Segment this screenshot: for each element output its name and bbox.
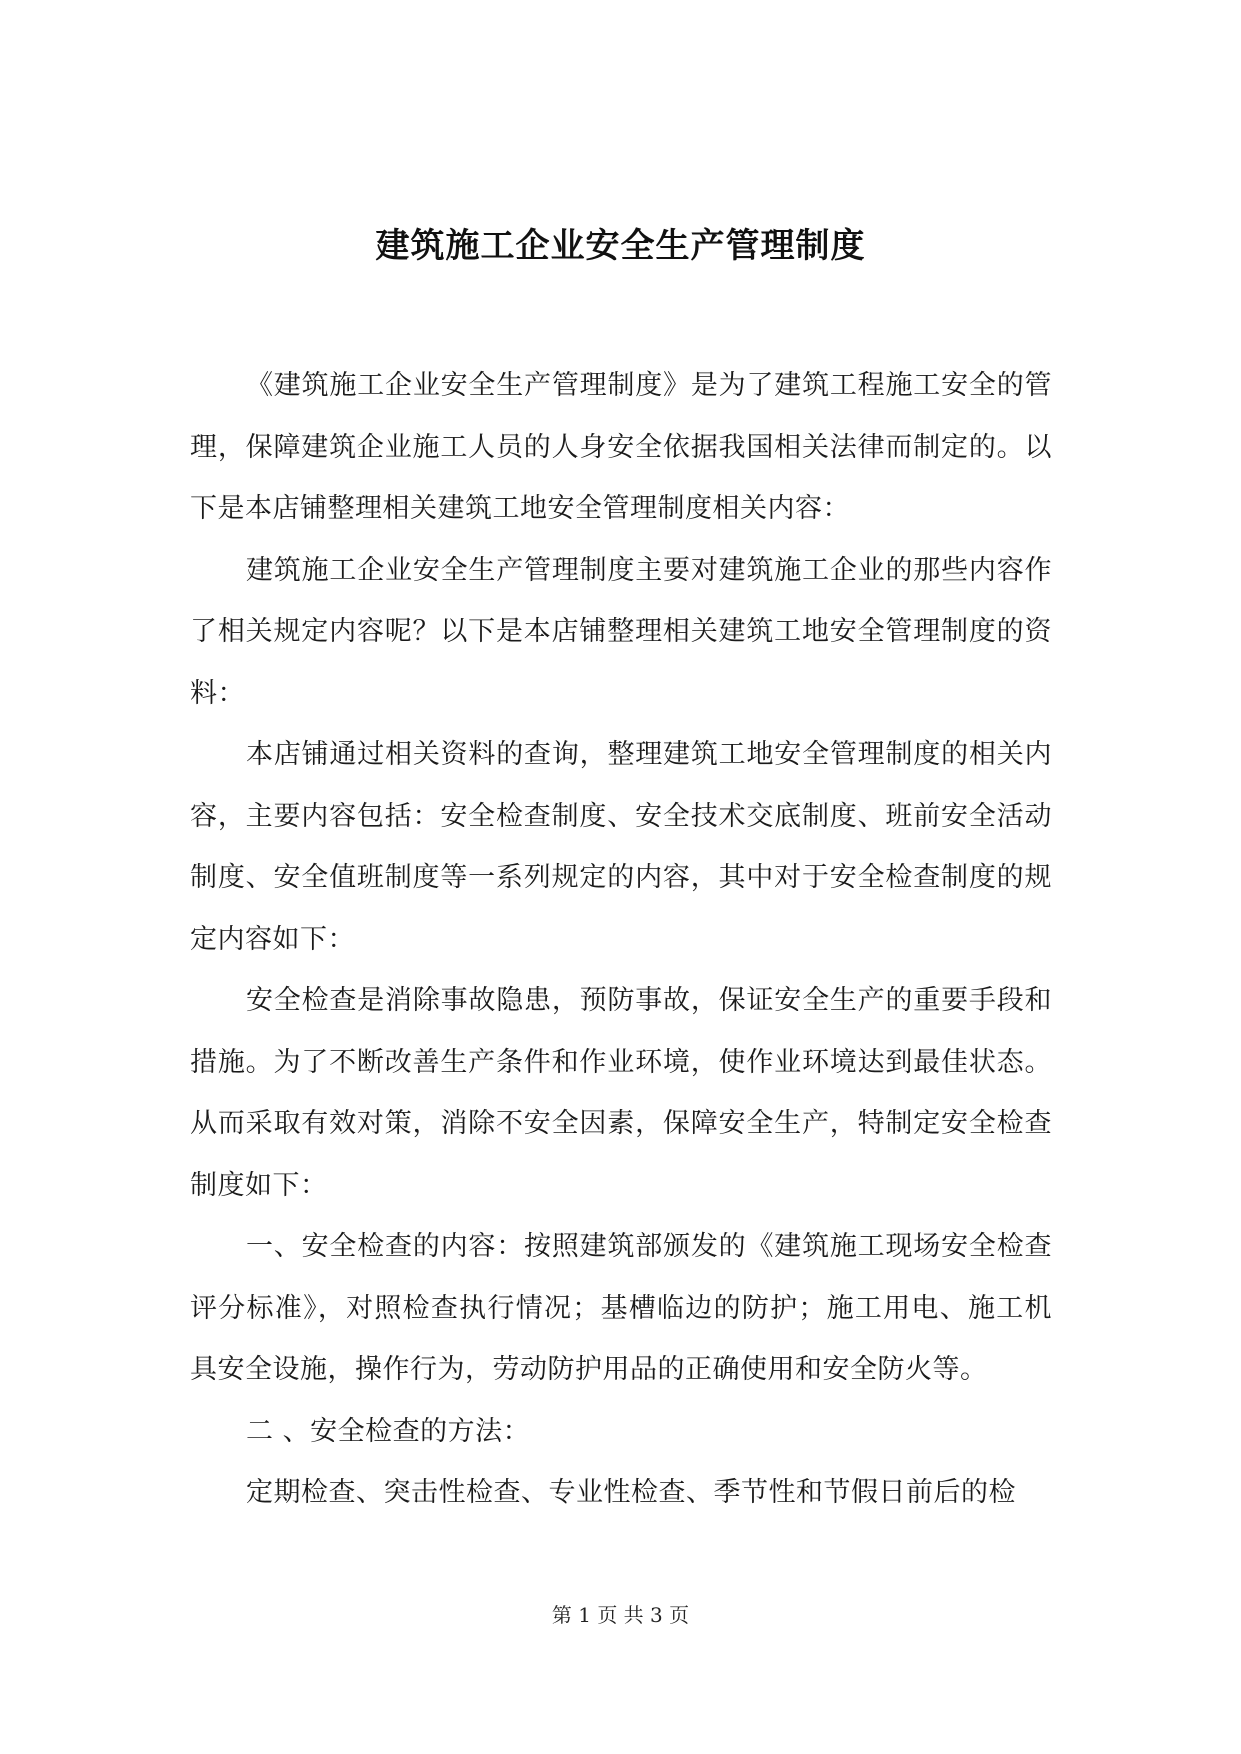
paragraph-inspection-content: 一、安全检查的内容：按照建筑部颁发的《建筑施工现场安全检查评分标准》，对照检查执行情况；基槽临边的防护；施工用电、施工机具安全设施，操作行为，劳动防护用品的正确使用和安全防火等。 (190, 1231, 1052, 1385)
paragraph-question: 建筑施工企业安全生产管理制度主要对建筑施工企业的那些内容作了相关规定内容呢？以下是本店铺整理相关建筑工地安全管理制度的资料： (190, 554, 1052, 709)
document-body (190, 355, 1052, 1524)
paragraph-intro: 《建筑施工企业安全生产管理制度》是为了建筑工程施工安全的管理，保障建筑企业施工人员的人身安全依据我国相关法律而制定的。以下是本店铺整理相关建筑工地安全管理制度相关内容： (190, 370, 1052, 524)
paragraph-overview: 本店铺通过相关资料的查询，整理建筑工地安全管理制度的相关内容，主要内容包括：安全检查制度、安全技术交底制度、班前安全活动制度、安全值班制度等一系列规定的内容，其中对于安全检查制度的规定内容如下： (190, 739, 1052, 955)
paragraph-inspection-purpose: 安全检查是消除事故隐患，预防事故，保证安全生产的重要手段和措施。为了不断改善生产条件和作业环境，使作业环境达到最佳状态。从而采取有效对策，消除不安全因素，保障安全生产，特制定安全检查制度如下： (190, 985, 1052, 1201)
paragraph-inspection-method-heading: 二 、安全检查的方法： (246, 1415, 531, 1447)
paragraph-inspection-methods: 定期检查、突击性检查、专业性检查、季节性和节假日前后的检 (246, 1477, 1016, 1508)
page-number-footer: 第 1 页 共 3 页 (551, 1603, 690, 1627)
document-title: 建筑施工企业安全生产管理制度 (375, 226, 866, 266)
